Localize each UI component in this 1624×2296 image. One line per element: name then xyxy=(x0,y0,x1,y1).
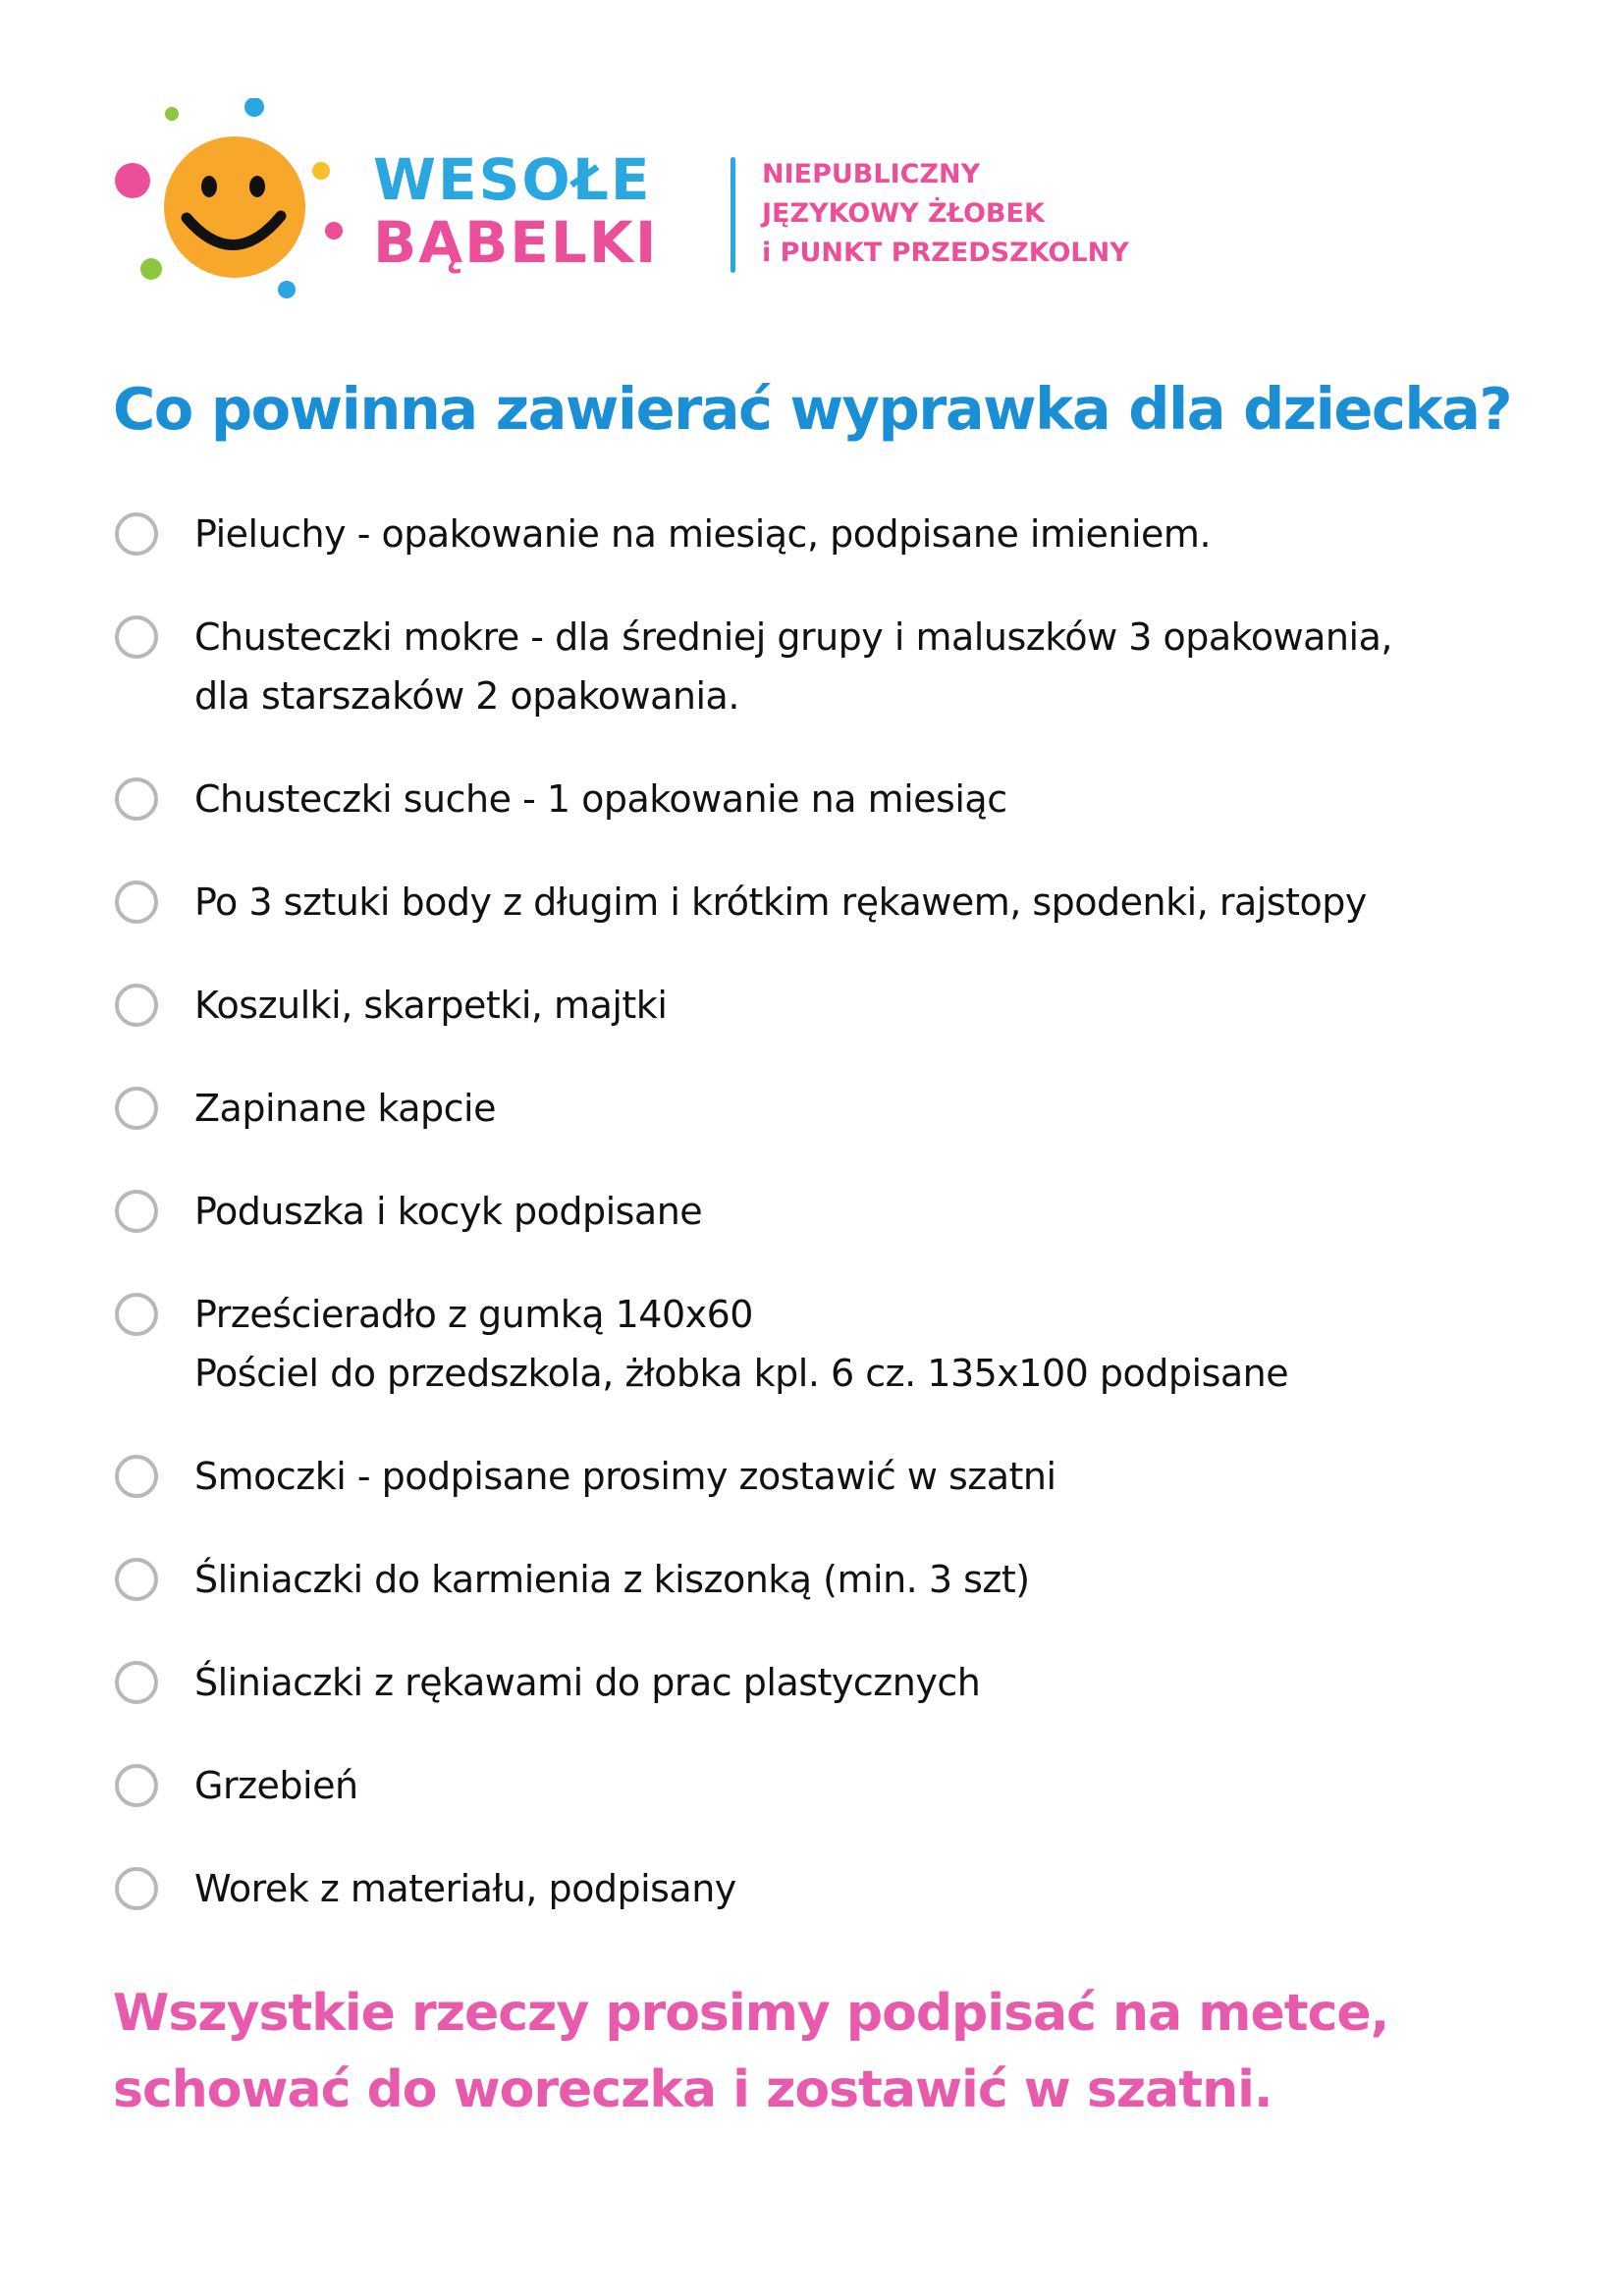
checklist-item xyxy=(113,1859,1546,1918)
checkbox-circle-icon[interactable] xyxy=(115,777,158,821)
logo-divider xyxy=(731,157,735,273)
logo-word-line2: BĄBELKI xyxy=(373,209,659,276)
checkbox-circle-icon[interactable] xyxy=(115,1764,158,1807)
logo-tagline-line: i PUNKT PRZEDSZKOLNY xyxy=(762,238,1129,268)
checklist-item-text: Zapinane kapcie xyxy=(194,1087,496,1130)
checklist-item xyxy=(113,1182,1546,1241)
checklist-item-text: Chusteczki suche - 1 opakowanie na miesiąc xyxy=(194,777,1007,821)
checklist-item xyxy=(113,1079,1546,1138)
checklist-item xyxy=(113,608,1546,725)
checklist-item-text: Śliniaczki z rękawami do prac plastycznych xyxy=(194,1661,981,1704)
checklist-item xyxy=(113,1285,1546,1403)
checklist-item-text: Po 3 sztuki body z długim i krótkim rękawem, spodenki, rajstopy xyxy=(194,881,1367,924)
checklist-item xyxy=(113,1550,1546,1609)
page-title: Co powinna zawierać wyprawka dla dziecka? xyxy=(113,375,1512,443)
logo-wordmark xyxy=(373,146,659,276)
checklist-item xyxy=(113,873,1546,932)
footer-note xyxy=(113,1975,1388,2128)
footer-note-line: schować do woreczka i zostawić w szatni. xyxy=(113,2060,1272,2119)
checklist-item-text: dla starszaków 2 opakowania. xyxy=(194,674,739,718)
checklist xyxy=(113,505,1546,1962)
logo-tagline xyxy=(762,155,1129,273)
checkbox-circle-icon[interactable] xyxy=(115,881,158,924)
checklist-item-text: Chusteczki mokre - dla średniej grupy i maluszków 3 opakowania, xyxy=(194,615,1392,659)
checklist-item-text: Grzebień xyxy=(194,1764,358,1807)
checkbox-circle-icon[interactable] xyxy=(115,615,158,659)
checkbox-circle-icon[interactable] xyxy=(115,984,158,1027)
checkbox-circle-icon[interactable] xyxy=(115,512,158,556)
checklist-item xyxy=(113,770,1546,828)
checklist-item-text: Śliniaczki do karmienia z kiszonką (min. 3 szt) xyxy=(194,1558,1030,1601)
checklist-item xyxy=(113,976,1546,1035)
checklist-item xyxy=(113,1447,1546,1506)
checkbox-circle-icon[interactable] xyxy=(115,1558,158,1601)
checklist-item-text: Smoczki - podpisane prosimy zostawić w szatni xyxy=(194,1455,1056,1498)
header xyxy=(110,98,1190,314)
logo-tagline-line: NIEPUBLICZNY xyxy=(762,159,981,189)
checklist-item-text: Pieluchy - opakowanie na miesiąc, podpisane imieniem. xyxy=(194,512,1212,556)
checkbox-circle-icon[interactable] xyxy=(115,1190,158,1233)
footer-note-line: Wszystkie rzeczy prosimy podpisać na metce, xyxy=(113,1984,1389,2043)
checklist-item-text: Koszulki, skarpetki, majtki xyxy=(194,984,668,1027)
checklist-item-text: Prześcieradło z gumką 140x60 xyxy=(194,1293,753,1336)
smiley-sun-logo-icon xyxy=(110,98,365,314)
checklist-item xyxy=(113,1653,1546,1712)
checkbox-circle-icon[interactable] xyxy=(115,1661,158,1704)
checklist-item xyxy=(113,505,1546,563)
checklist-item-text: Pościel do przedszkola, żłobka kpl. 6 cz. 135x100 podpisane xyxy=(194,1352,1289,1395)
checkbox-circle-icon[interactable] xyxy=(115,1293,158,1336)
checklist-item xyxy=(113,1756,1546,1815)
checkbox-circle-icon[interactable] xyxy=(115,1455,158,1498)
checkbox-circle-icon[interactable] xyxy=(115,1087,158,1130)
checklist-item-text: Poduszka i kocyk podpisane xyxy=(194,1190,703,1233)
logo-word-line1: WESOŁE xyxy=(373,146,652,213)
checklist-item-text: Worek z materiału, podpisany xyxy=(194,1867,736,1910)
checkbox-circle-icon[interactable] xyxy=(115,1867,158,1910)
logo-tagline-line: JĘZYKOWY ŻŁOBEK xyxy=(762,198,1045,229)
